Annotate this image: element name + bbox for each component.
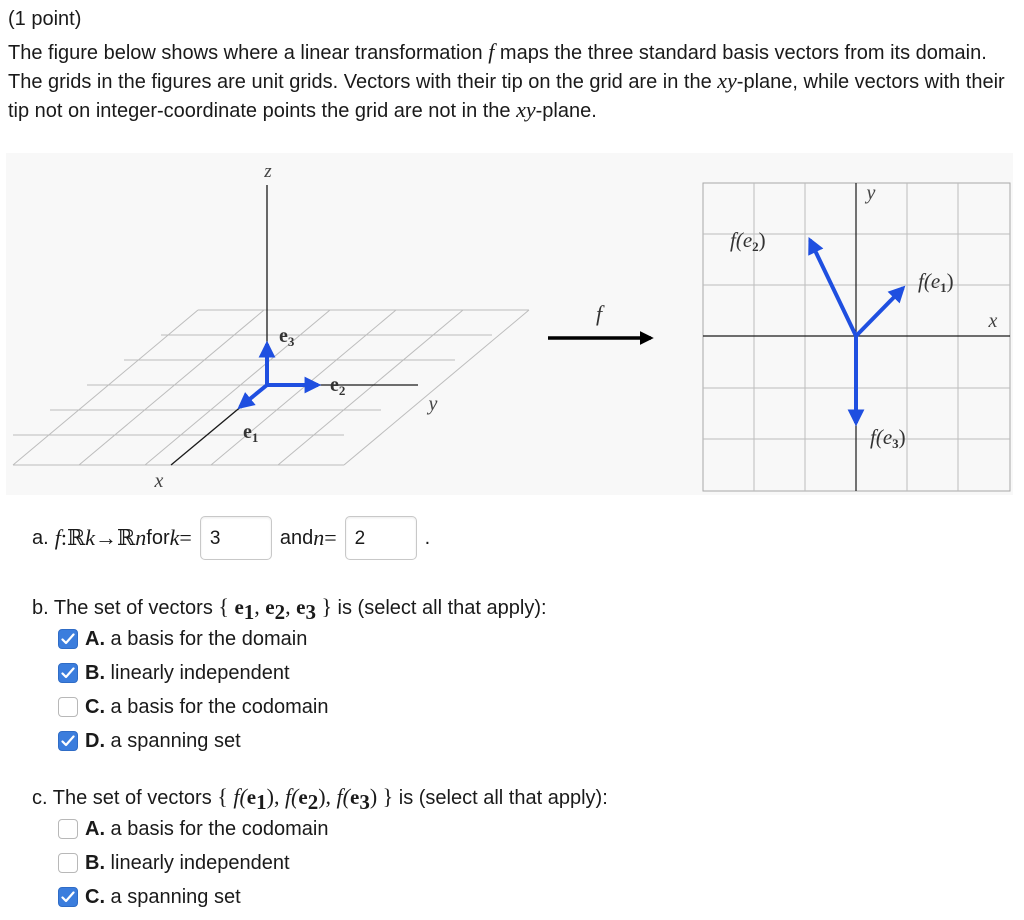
vector-f-e2 — [810, 240, 856, 336]
map-label-f: f — [595, 301, 603, 326]
checkbox-unchecked[interactable] — [58, 819, 78, 839]
label-e1: $e_1$ — [243, 421, 259, 445]
part-b-option-d[interactable]: D. a spanning set — [58, 724, 547, 758]
codomain-x-axis-label: x — [988, 310, 998, 332]
part-c — [32, 782, 608, 914]
checkbox-unchecked[interactable] — [58, 697, 78, 717]
n-input[interactable]: 2 — [345, 516, 417, 560]
k-input[interactable]: 3 — [200, 516, 272, 560]
checkbox-checked[interactable] — [58, 629, 78, 649]
part-a-prefix: a. — [32, 526, 49, 549]
problem-prompt: The figure below shows where a linear transformation f maps the three standard basis vectors from its domain. The grids in the figures are unit grids. Vectors with their tip on the grid are in the xy-plane, while vectors with their tip not on integer-coordinate points the grid are not in the xy-plane. — [8, 39, 1005, 122]
label-f-e3: f(e3) — [870, 425, 906, 451]
part-a: a. f : ℝ k → ℝ n for k = 3 and n = 2 . — [32, 512, 430, 564]
domain-z-axis-label: z — [264, 161, 272, 182]
problem-statement — [8, 6, 1014, 125]
checkbox-checked[interactable] — [58, 663, 78, 683]
check-icon — [61, 667, 75, 679]
check-icon — [61, 633, 75, 645]
domain-x-axis-label: x — [154, 470, 164, 492]
transformation-figure — [6, 153, 1013, 495]
part-c-question: c. The set of vectors { $f(e_1)$, $f(e_2)$, $f(e_3)$ } is (select all that apply): — [32, 784, 608, 814]
check-icon — [61, 891, 75, 903]
label-f-e2: f(e2) — [730, 228, 766, 254]
check-icon — [61, 735, 75, 747]
checkbox-checked[interactable] — [58, 731, 78, 751]
part-b-question: b. The set of vectors { $e_1$, $e_2$, $e_3$ } is (select all that apply): — [32, 594, 547, 624]
label-e3: $e_3$ — [279, 325, 295, 349]
part-c-option-a[interactable]: A. a basis for the codomain — [58, 812, 608, 846]
part-b-option-c[interactable]: C. a basis for the codomain — [58, 690, 547, 724]
part-b-option-a[interactable]: A. a basis for the domain — [58, 622, 547, 656]
codomain-y-axis-label: y — [866, 182, 876, 204]
part-b — [32, 592, 547, 758]
domain-y-axis-label: y — [428, 393, 438, 415]
label-e2: $e_2$ — [330, 374, 346, 398]
checkbox-unchecked[interactable] — [58, 853, 78, 873]
transformation-diagram — [6, 153, 1013, 495]
part-c-option-b[interactable]: B. linearly independent — [58, 846, 608, 880]
points-label: (1 point) — [8, 8, 82, 30]
part-c-option-c[interactable]: C. a spanning set — [58, 880, 608, 914]
vector-e1 — [240, 385, 267, 407]
domain-axes — [171, 185, 418, 465]
part-c-options — [58, 812, 608, 914]
label-f-e1: f(e1) — [918, 269, 954, 295]
domain-grid — [13, 310, 529, 465]
checkbox-checked[interactable] — [58, 887, 78, 907]
part-b-option-b[interactable]: B. linearly independent — [58, 656, 547, 690]
vector-f-e1 — [856, 288, 903, 336]
part-b-options — [58, 622, 547, 758]
